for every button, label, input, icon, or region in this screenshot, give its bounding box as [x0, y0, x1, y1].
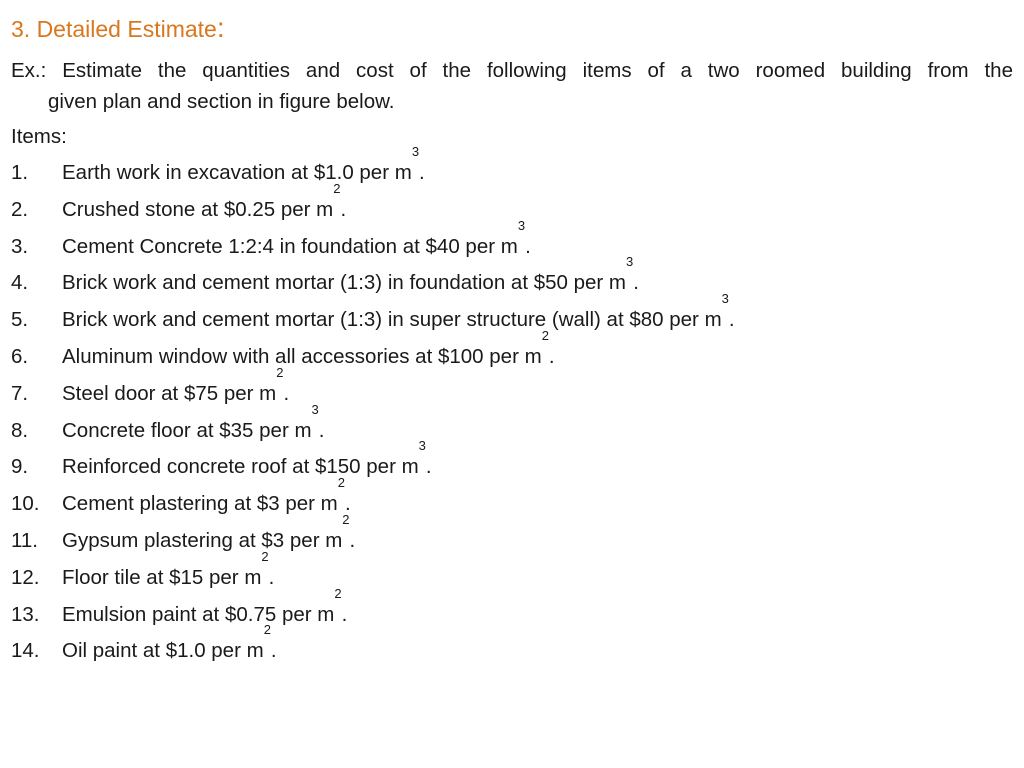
slide-title-colon: : [216, 12, 225, 43]
list-item-period: . [548, 344, 555, 368]
list-item [11, 180, 735, 231]
list-item-number: 3. [11, 234, 29, 258]
list-item-period: . [340, 197, 347, 221]
unit-exponent: 3 [418, 438, 426, 454]
list-item [11, 144, 735, 194]
list-item-label: Cement plastering at $3 per m [62, 492, 338, 516]
list-item-text [62, 585, 348, 630]
unit-exponent: 3 [411, 144, 420, 159]
list-item [11, 548, 735, 599]
intro-paragraph [11, 55, 1013, 117]
list-item-number: 4. [11, 271, 29, 295]
intro-line-1: Ex.: Estimate the quantities and cost of the following items of a two roomed building from the [11, 59, 1013, 82]
list-item-number: 6. [11, 344, 29, 368]
list-item-text [62, 511, 356, 556]
list-item [11, 327, 735, 378]
unit-exponent: 2 [276, 364, 284, 380]
unit-exponent: 2 [337, 475, 345, 491]
list-item-label: Brick work and cement mortar (1:3) in foundation at $50 per m [62, 271, 627, 295]
list-item-label: Aluminum window with all accessories at $100 per m [62, 344, 542, 368]
list-item-period: . [283, 381, 290, 405]
list-item-text [62, 327, 555, 372]
list-item-text [62, 144, 425, 188]
list-item [11, 291, 735, 341]
list-item-period: . [525, 234, 531, 258]
list-item [11, 254, 735, 307]
list-item-label: Cement Concrete 1:2:4 in foundation at $40 per m [62, 234, 518, 258]
list-item-period: . [268, 565, 275, 589]
list-item-number: 10. [11, 492, 40, 516]
unit-exponent: 3 [626, 254, 634, 270]
list-item-label: Gypsum plastering at $3 per m [62, 528, 343, 552]
unit-exponent: 2 [334, 585, 342, 601]
list-item-text [62, 622, 277, 666]
list-item-text [62, 438, 432, 482]
list-item-period: . [425, 455, 432, 479]
list-item-text [62, 401, 325, 446]
unit-exponent: 2 [342, 511, 350, 527]
unit-exponent: 3 [311, 401, 319, 417]
unit-exponent: 2 [261, 548, 269, 564]
unit-exponent: 2 [263, 622, 271, 638]
list-item-number: 9. [11, 455, 29, 479]
unit-exponent: 3 [517, 217, 526, 233]
list-item-text [62, 291, 735, 335]
list-item-number: 11. [11, 528, 38, 552]
list-item-number: 14. [11, 639, 40, 663]
list-item-period: . [349, 528, 356, 552]
list-item-label: Reinforced concrete roof at $150 per m [62, 455, 419, 479]
list-item-label: Oil paint at $1.0 per m [62, 639, 264, 663]
list-item [11, 622, 735, 672]
list-item-text [62, 254, 639, 298]
list-item-number: 5. [11, 308, 29, 332]
list-item-period: . [633, 271, 639, 295]
intro-line-2: given plan and section in figure below. [48, 90, 395, 113]
list-item-text [62, 217, 531, 262]
list-item-number: 8. [11, 418, 29, 442]
list-item-number: 2. [11, 197, 29, 221]
list-item [11, 438, 735, 491]
list-item [11, 475, 735, 525]
list-item-label: Crushed stone at $0.25 per m [62, 197, 334, 221]
list-item [11, 364, 735, 415]
list-item-label: Emulsion paint at $0.75 per m [62, 602, 335, 626]
list-item-text [62, 364, 290, 409]
unit-exponent: 2 [541, 327, 549, 343]
list-item-number: 12. [11, 565, 40, 589]
list-item-period: . [270, 639, 277, 663]
unit-exponent: 2 [333, 180, 341, 196]
list-item-number: 13. [11, 602, 40, 626]
list-item-label: Earth work in excavation at $1.0 per m [62, 161, 412, 184]
list-item-text [62, 475, 351, 519]
list-item [11, 401, 735, 452]
list-item-label: Steel door at $75 per m [62, 381, 277, 405]
list-item [11, 585, 735, 636]
list-item-label: Floor tile at $15 per m [62, 565, 262, 589]
list-item-period: . [344, 492, 351, 516]
list-item-period: . [341, 602, 348, 626]
slide-title-text: 3. Detailed Estimate [11, 16, 217, 42]
list-item-period: . [419, 161, 425, 184]
items-list [11, 144, 735, 672]
list-item-label: Concrete floor at $35 per m [62, 418, 312, 442]
list-item-number: 1. [11, 161, 29, 184]
slide-title [11, 12, 225, 44]
list-item-period: . [318, 418, 325, 442]
list-item-number: 7. [11, 381, 29, 405]
list-item-text [62, 548, 275, 593]
list-item [11, 511, 735, 562]
unit-exponent: 3 [721, 291, 729, 307]
list-item-text [62, 180, 347, 225]
items-heading: Items: [11, 125, 67, 148]
list-item-label: Brick work and cement mortar (1:3) in super structure (wall) at $80 per m [62, 308, 722, 332]
list-item-period: . [728, 308, 735, 332]
